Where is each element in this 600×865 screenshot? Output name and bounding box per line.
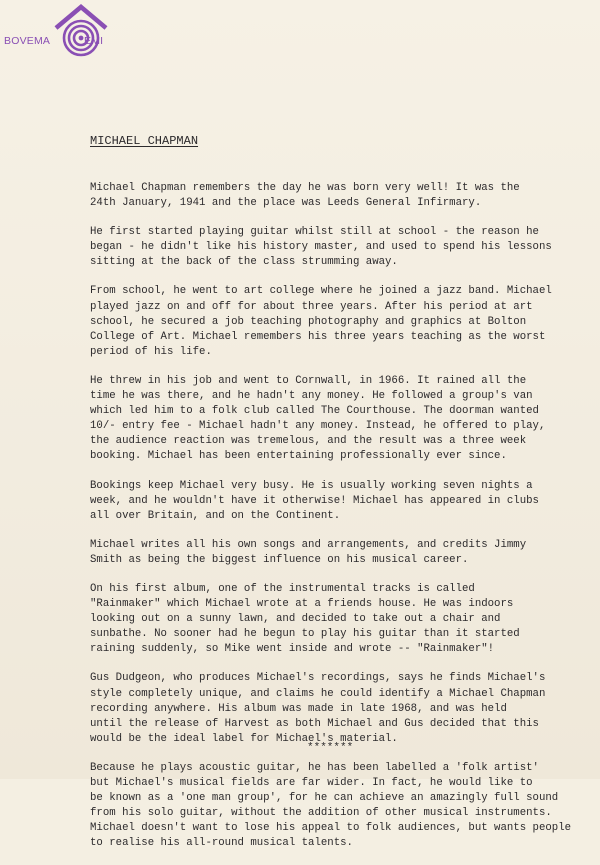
paragraph: Michael Chapman remembers the day he was born very well! It was the 24th January, 1941 and the place was Leeds General Infirmary. (90, 182, 520, 210)
letterhead-left-text: BOVEMA (4, 35, 51, 47)
document-body (90, 181, 595, 865)
letterhead-right-text: EMI (84, 35, 104, 47)
bovema-emi-logo-icon (50, 4, 112, 60)
document-title: MICHAEL CHAPMAN (90, 134, 199, 148)
paragraph: On his first album, one of the instrumental tracks is called "Rainmaker" which Michael wrote at a friends house. He was indoors looking out on a sunny lawn, and decided to take out a chair and sunbathe. No sooner had he begun to play his guitar than it started raining suddenly, so Mike went inside and wrote -- "Rainmaker"! (90, 582, 520, 656)
paragraph: He first started playing guitar whilst still at school - the reason he began - he didn't like his history master, and used to spend his lessons sitting at the back of the class strumming away. (90, 226, 552, 269)
paragraph: He threw in his job and went to Cornwall, in 1966. It rained all the time he was there, and he hadn't any money. He followed a group's van which led him to a folk club called The Courthouse. The doorman wanted 10/- entry fee - Michael hadn't any money. Instead, he offered to play, the audience reaction was tremelous, and the result was a three week booking. Michael has been entertaining professionally ever since. (90, 374, 546, 463)
paragraph: From school, he went to art college where he joined a jazz band. Michael played jazz on and off for about three years. After his period at art school, he secured a job teaching photography and graphics at Bolton College of Art. Michael remembers his three years teaching as the worst period of his life. (90, 285, 552, 358)
paragraph: Bookings keep Michael very busy. He is usually working seven nights a week, and he wouldn't have it otherwise! Michael has appeared in clubs all over Britain, and on the Continent. (90, 479, 539, 522)
paragraph: Michael writes all his own songs and arrangements, and credits Jimmy Smith as being the biggest influence on his musical career. (90, 538, 527, 566)
paragraph: Gus Dudgeon, who produces Michael's recordings, says he finds Michael's style completely unique, and claims he could identify a Michael Chapman recording anywhere. His album was made in late 1968, and was held until the release of Harvest as both Michael and Gus decided that this would be the ideal label for Michael's material. (90, 672, 546, 745)
letterhead (0, 2, 130, 62)
end-mark: ******* (307, 742, 354, 754)
paragraph: Because he plays acoustic guitar, he has been labelled a 'folk artist' but Michael's musical fields are far wider. In fact, he would like to be known as a 'one man group', for he can achieve an amazingly full sound from his solo guitar, without the addition of other musical instruments. Michael doesn't want to lose his appeal to folk audiences, but wants people to realise his all-round musical talents. (90, 761, 572, 850)
